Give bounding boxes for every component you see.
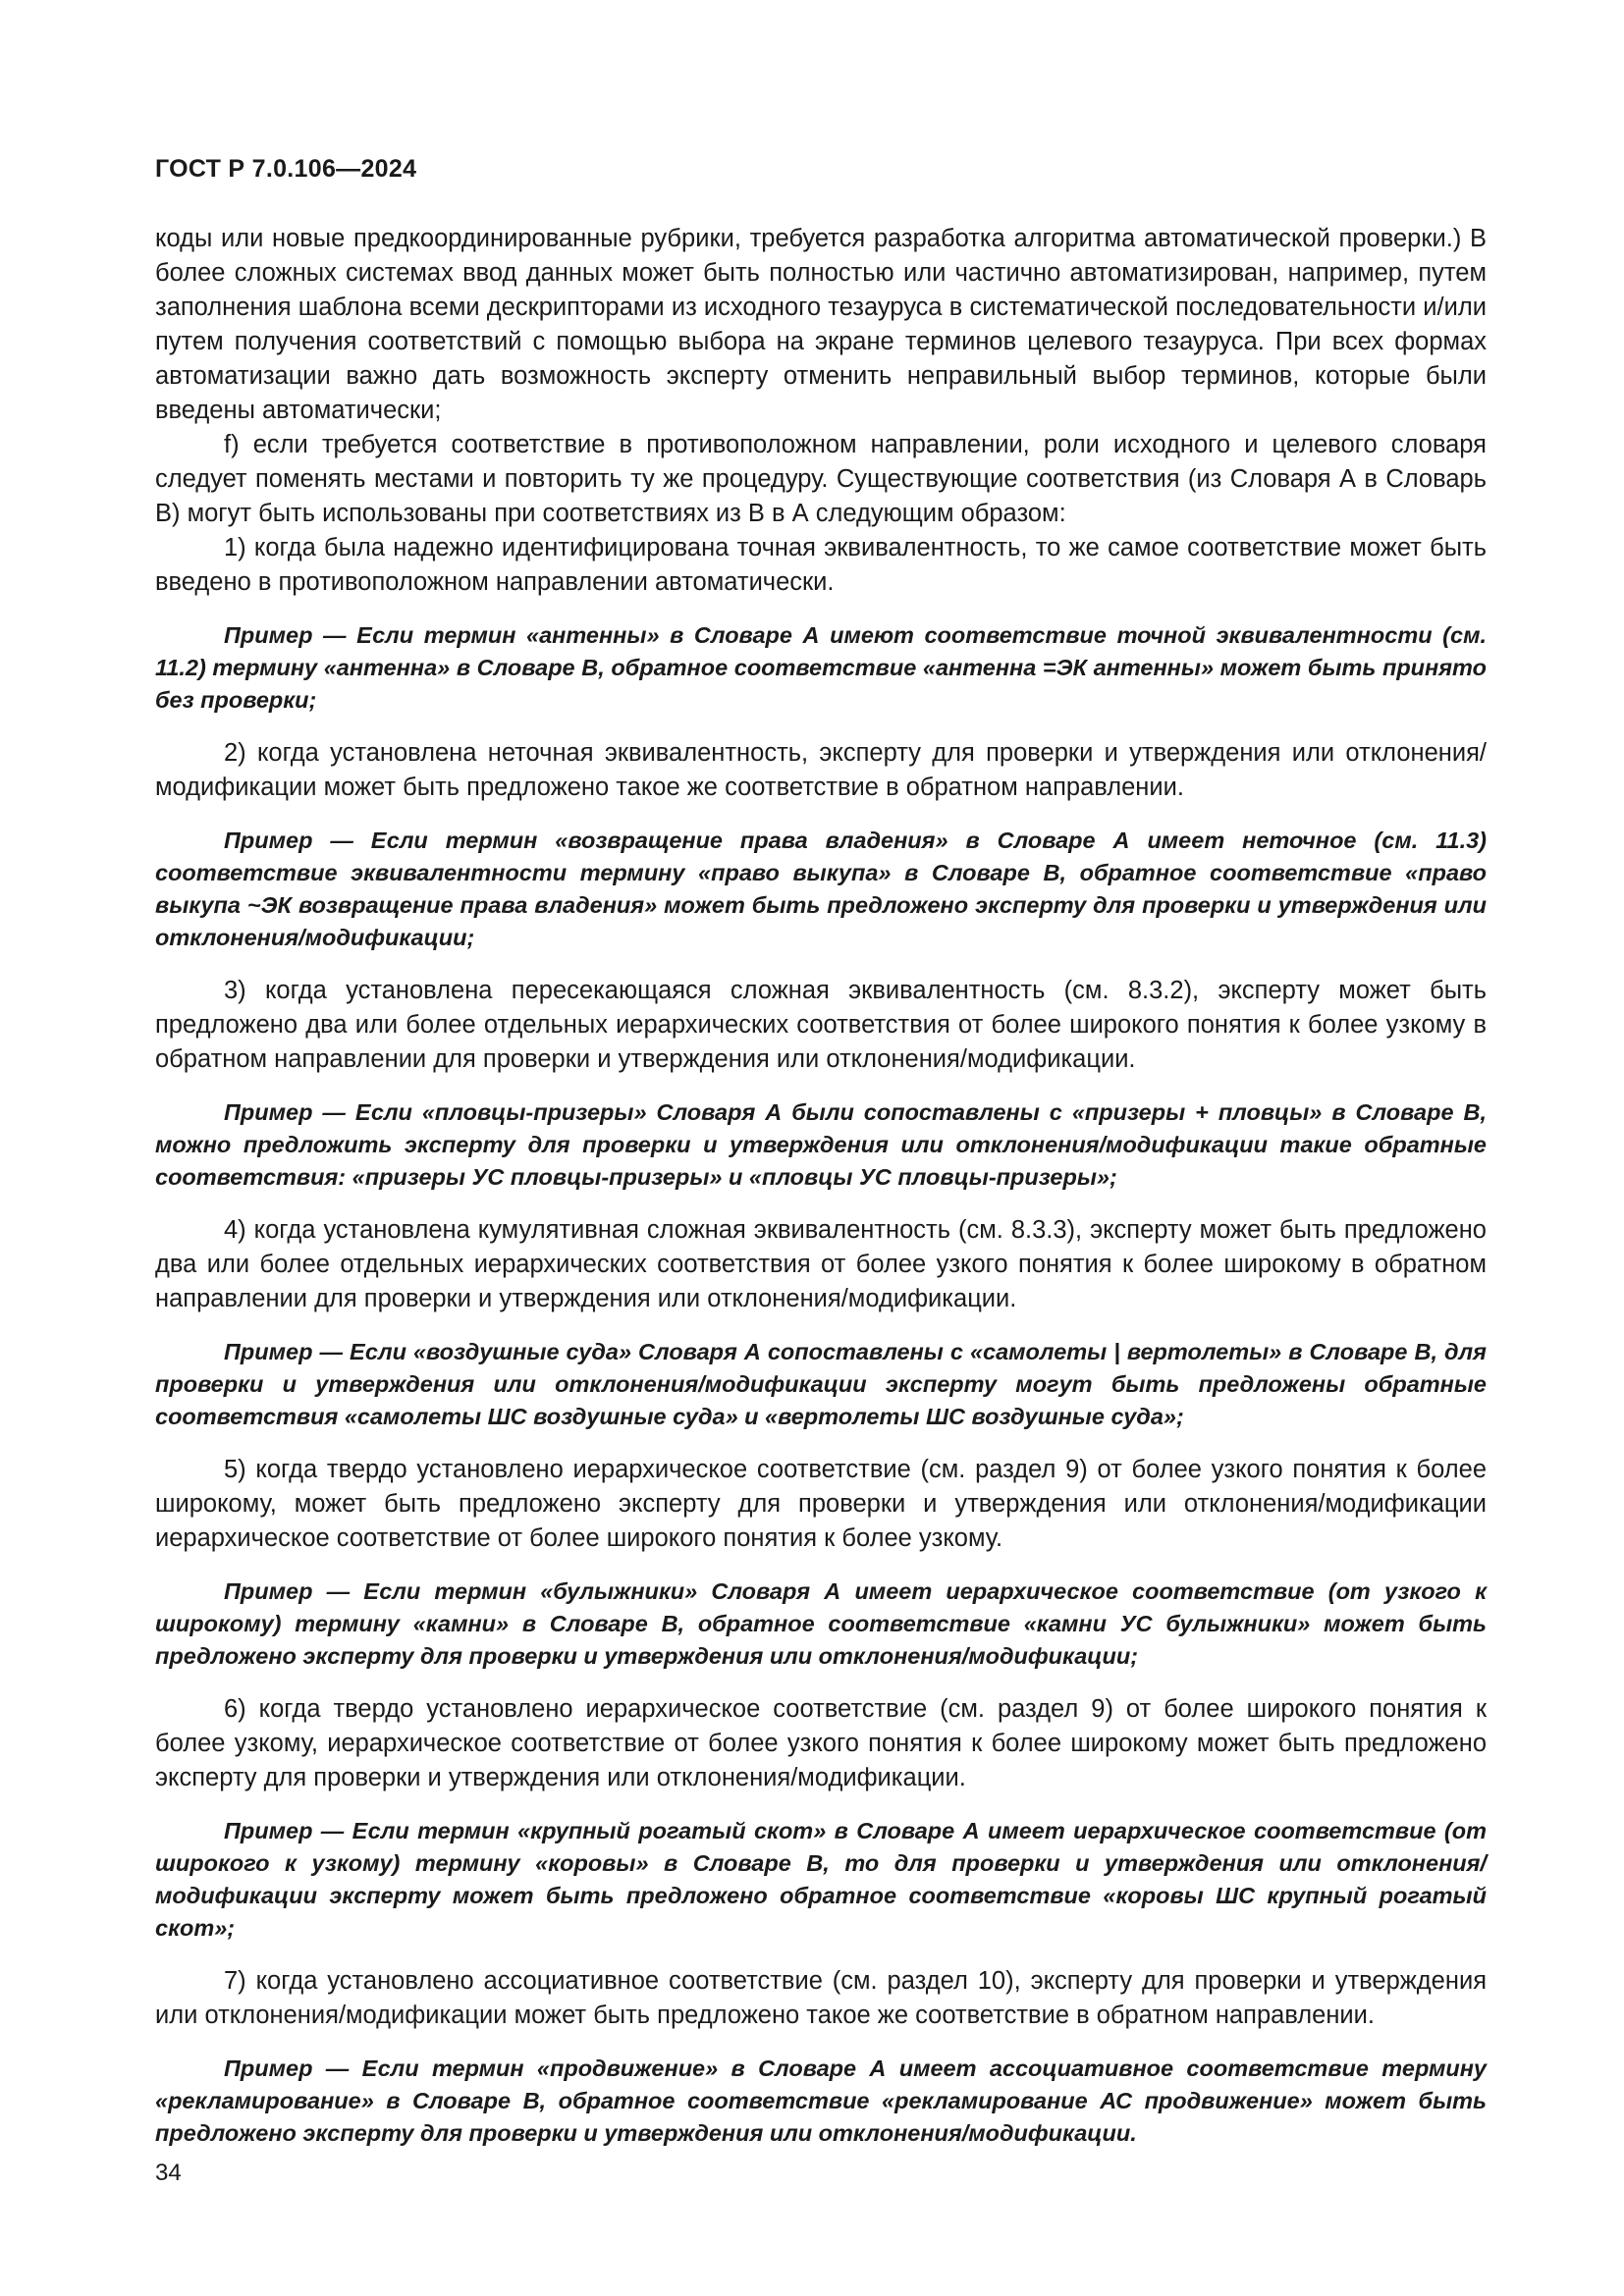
paragraph-item-6: 6) когда твердо установлено иерархическое соответствие (см. раздел 9) от более широкого понятия к более узкому, иерархическое соответствие от более узкого понятия к более широкому может быть предложено эксперту для проверки и утверждения или отклонения/модификации. [155, 1695, 1487, 1791]
paragraph-item-4: 4) когда установлена кумулятивная сложная эквивалентность (см. 8.3.3), эксперту может быть предложено два или более отдельных иерархических соответствия от более узкого понятия к более широкому в обратном направлении для проверки и утверждения или отклонения/модификации. [155, 1216, 1487, 1312]
paragraph-item-1: 1) когда была надежно идентифицирована точная эквивалентность, то же самое соответствие может быть введено в противоположном направлении автоматически. [155, 534, 1487, 596]
example-6: Пример — Если термин «крупный рогатый скот» в Словаре А имеет иерархическое соответствие (от широкого к узкому) термину «коровы» в Словаре В, то для проверки и утверждения или отклонения/модификации эксперту может быть предложено обратное соответствие «коровы ШС крупный рогатый скот»; [155, 1818, 1487, 1941]
document-header: ГОСТ Р 7.0.106—2024 [155, 155, 417, 183]
document-body [155, 222, 1487, 2169]
example-5: Пример — Если термин «булыжники» Словаря А имеет иерархическое соответствие (от узкого к широкому) термину «камни» в Словаре В, обратное соответствие «камни УС булыжники» может быть предложено эксперту для проверки и утверждения или отклонения/модификации; [155, 1578, 1487, 1669]
example-3: Пример — Если «пловцы-призеры» Словаря А были сопоставлены с «призеры + пловцы» в Словаре В, можно предложить эксперту для проверки и утверждения или отклонения/модификации такие обратные соответствия: «призеры УС пловцы-призеры» и «пловцы УС пловцы-призеры»; [155, 1099, 1487, 1190]
page-number: 34 [155, 2160, 182, 2186]
paragraph-item-f: f) если требуется соответствие в противоположном направлении, роли исходного и целевого словаря следует поменять местами и повторить ту же процедуру. Существующие соответствия (из Словаря А в Словарь В) могут быть использованы при соответствиях из В в А следующим образом: [155, 431, 1487, 527]
example-7: Пример — Если термин «продвижение» в Словаре А имеет ассоциативное соответствие термину «рекламирование» в Словаре В, обратное соответствие «рекламирование АС продвижение» может быть предложено эксперту для проверки и утверждения или отклонения/модификации. [155, 2056, 1487, 2146]
paragraph-item-3: 3) когда установлена пересекающаяся сложная эквивалентность (см. 8.3.2), эксперту может быть предложено два или более отдельных иерархических соответствия от более широкого понятия к более узкому в обратном направлении для проверки и утверждения или отклонения/модификации. [155, 977, 1487, 1073]
paragraph-item-7: 7) когда установлено ассоциативное соответствие (см. раздел 10), эксперту для проверки и утверждения или отклонения/модификации может быть предложено такое же соответствие в обратном направлении. [155, 1967, 1487, 2029]
example-4: Пример — Если «воздушные суда» Словаря А сопоставлены с «самолеты | вертолеты» в Словаре В, для проверки и утверждения или отклонения/модификации эксперту могут быть предложены обратные соответствия «самолеты ШС воздушные суда» и «вертолеты ШС воздушные суда»; [155, 1339, 1487, 1429]
example-2: Пример — Если термин «возвращение права владения» в Словаре А имеет неточное (см. 11.3) соответствие эквивалентности термину «право выкупа» в Словаре В, обратное соответствие «право выкупа ~ЭК возвращение права владения» может быть предложено эксперту для проверки и утверждения или отклонения/модификации; [155, 828, 1487, 950]
paragraph-item-2: 2) когда установлена неточная эквивалентность, эксперту для проверки и утверждения или отклонения/модификации может быть предложено такое же соответствие в обратном направлении. [155, 739, 1487, 801]
paragraph-item-5: 5) когда твердо установлено иерархическое соответствие (см. раздел 9) от более узкого понятия к более широкому, может быть предложено эксперту для проверки и утверждения или отклонения/модификации иерархическое соответствие от более широкого понятия к более узкому. [155, 1456, 1487, 1552]
example-1: Пример — Если термин «антенны» в Словаре А имеют соответствие точной эквивалентности (см. 11.2) термину «антенна» в Словаре В, обратное соответствие «антенна =ЭК антенны» может быть принято без проверки; [155, 622, 1487, 713]
paragraph-continuation: коды или новые предкоординированные рубрики, требуется разработка алгоритма автоматической проверки.) В более сложных системах ввод данных может быть полностью или частично автоматизирован, например, путем заполнения шаблона всеми дескрипторами из исходного тезауруса в систематической последовательности и/или путем получения соответствий с помощью выбора на экране терминов целевого тезауруса. При всех формах автоматизации важно дать возможность эксперту отменить неправильный выбор терминов, которые были введены автоматически; [155, 225, 1487, 424]
